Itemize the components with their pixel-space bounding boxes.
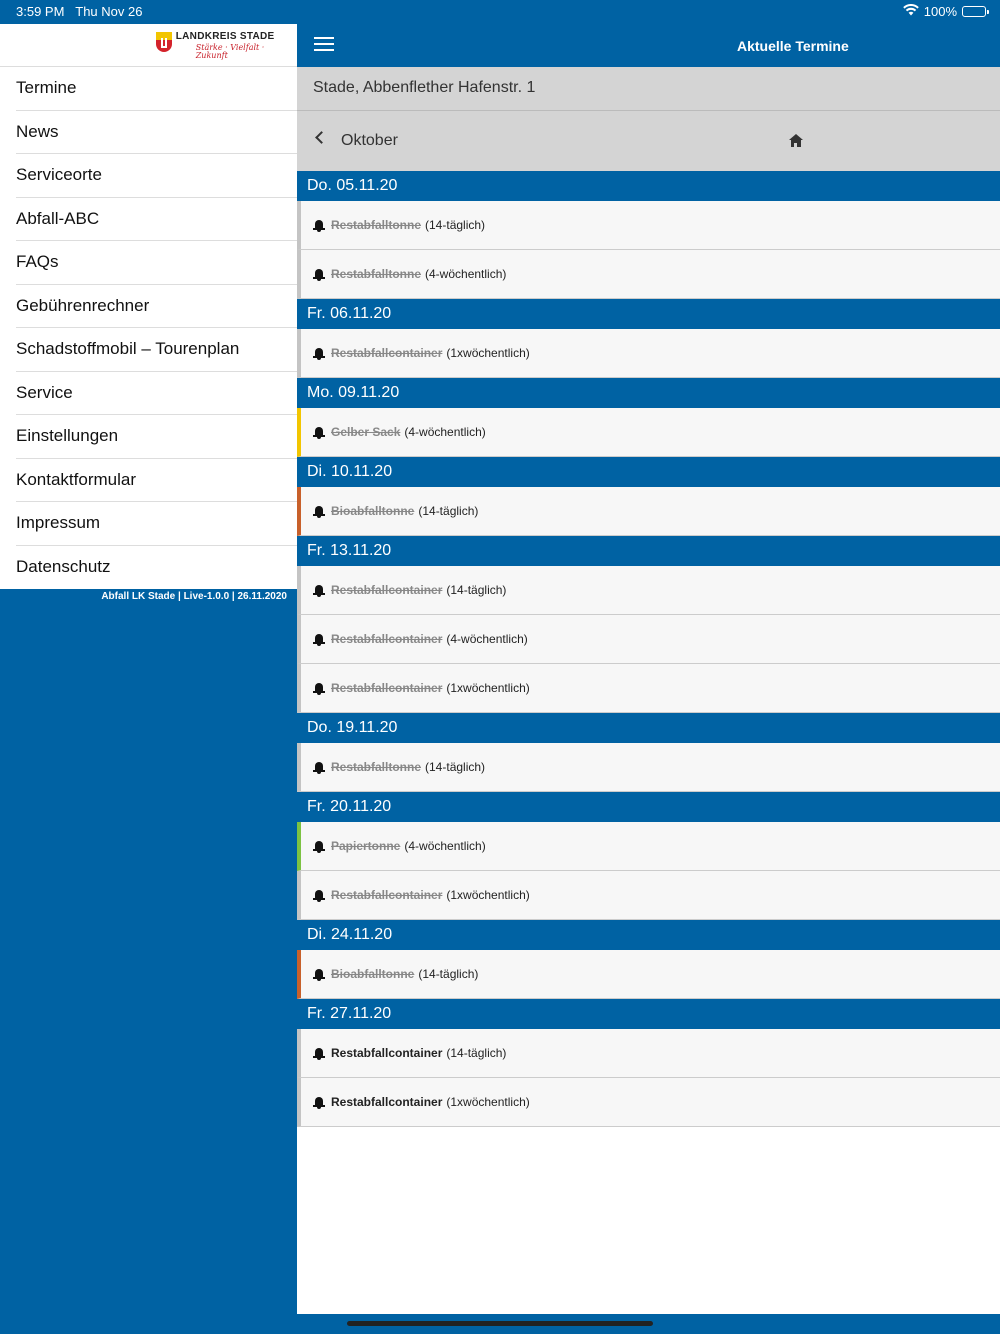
sidebar [0, 24, 297, 1314]
bell-icon[interactable] [313, 1097, 325, 1109]
waste-type: Restabfalltonne [331, 218, 422, 232]
bell-icon[interactable] [313, 348, 325, 360]
status-time: 3:59 PM Thu Nov 26 [16, 4, 143, 19]
landkreis-logo [156, 32, 297, 60]
bell-icon[interactable] [313, 220, 325, 232]
date-header: Do. 19.11.20 [297, 713, 1000, 743]
pickup-entry[interactable] [297, 822, 1000, 871]
date-header: Fr. 20.11.20 [297, 792, 1000, 822]
pickup-interval: (14-täglich) [425, 218, 486, 232]
date-header: Fr. 13.11.20 [297, 536, 1000, 566]
logo-title: LANDKREIS STADE [175, 31, 275, 42]
address-bar[interactable]: Stade, Abbenflether Hafenstr. 1 [297, 67, 1000, 111]
sidebar-item-faqs[interactable]: FAQs [16, 241, 297, 285]
status-right [903, 4, 986, 19]
pickup-interval: (14-täglich) [446, 1046, 507, 1060]
date-header: Di. 24.11.20 [297, 920, 1000, 950]
pickup-interval: (4-wöchentlich) [425, 267, 507, 281]
waste-type: Restabfallcontainer [331, 583, 443, 597]
sidebar-item-service[interactable]: Service [16, 372, 297, 416]
pickup-interval: (1xwöchentlich) [446, 888, 530, 902]
top-navbar [297, 24, 1000, 67]
pickup-entry[interactable] [297, 487, 1000, 536]
bell-icon[interactable] [313, 841, 325, 853]
bell-icon[interactable] [313, 506, 325, 518]
date-header: Do. 05.11.20 [297, 171, 1000, 201]
status-bar [0, 0, 1000, 24]
page-title: Aktuelle Termine [737, 38, 849, 54]
bell-icon[interactable] [313, 1048, 325, 1060]
home-indicator[interactable] [347, 1321, 653, 1326]
pickup-entry[interactable] [297, 743, 1000, 792]
sidebar-item-gebührenrechner[interactable]: Gebührenrechner [16, 285, 297, 329]
hamburger-menu-icon[interactable] [314, 37, 334, 51]
waste-type: Bioabfalltonne [331, 967, 415, 981]
sidebar-menu [0, 67, 297, 589]
wifi-icon [903, 4, 919, 19]
bell-icon[interactable] [313, 890, 325, 902]
month-navigation [297, 111, 1000, 171]
waste-type: Restabfallcontainer [331, 1095, 443, 1109]
pickup-interval: (14-täglich) [418, 967, 479, 981]
pickup-interval: (4-wöchentlich) [404, 839, 486, 853]
waste-type: Bioabfalltonne [331, 504, 415, 518]
pickup-entry[interactable] [297, 664, 1000, 713]
chevron-left-icon[interactable] [315, 131, 328, 144]
battery-icon [962, 6, 986, 17]
waste-type: Restabfallcontainer [331, 1046, 443, 1060]
previous-month-button[interactable]: Oktober [341, 132, 398, 149]
main-content [297, 24, 1000, 1314]
bell-icon[interactable] [313, 427, 325, 439]
pickup-interval: (4-wöchentlich) [446, 632, 528, 646]
waste-type: Restabfallcontainer [331, 888, 443, 902]
pickup-entry[interactable] [297, 329, 1000, 378]
pickup-interval: (14-täglich) [425, 760, 486, 774]
pickup-entry[interactable] [297, 950, 1000, 999]
bell-icon[interactable] [313, 634, 325, 646]
battery-percent: 100% [923, 4, 957, 19]
pickup-entry[interactable] [297, 1029, 1000, 1078]
waste-type: Papiertonne [331, 839, 401, 853]
sidebar-item-einstellungen[interactable]: Einstellungen [16, 415, 297, 459]
crest-icon [156, 32, 172, 52]
date-header: Di. 10.11.20 [297, 457, 1000, 487]
pickup-entry[interactable] [297, 201, 1000, 250]
sidebar-item-serviceorte[interactable]: Serviceorte [16, 154, 297, 198]
pickup-entry[interactable] [297, 615, 1000, 664]
date-header: Fr. 06.11.20 [297, 299, 1000, 329]
sidebar-header [0, 24, 297, 67]
sidebar-item-impressum[interactable]: Impressum [16, 502, 297, 546]
home-icon[interactable] [789, 134, 803, 147]
pickup-interval: (1xwöchentlich) [446, 681, 530, 695]
date-header: Fr. 27.11.20 [297, 999, 1000, 1029]
sidebar-item-abfall-abc[interactable]: Abfall-ABC [16, 198, 297, 242]
sidebar-item-datenschutz[interactable]: Datenschutz [16, 557, 111, 577]
pickup-entry[interactable] [297, 871, 1000, 920]
version-label: Abfall LK Stade | Live-1.0.0 | 26.11.2020 [101, 591, 287, 602]
sidebar-item-news[interactable]: News [16, 111, 297, 155]
bell-icon[interactable] [313, 969, 325, 981]
pickup-entry[interactable] [297, 250, 1000, 299]
pickup-interval: (1xwöchentlich) [446, 1095, 530, 1109]
bell-icon[interactable] [313, 269, 325, 281]
pickup-interval: (14-täglich) [446, 583, 507, 597]
bell-icon[interactable] [313, 585, 325, 597]
waste-type: Restabfalltonne [331, 760, 422, 774]
waste-type: Restabfallcontainer [331, 632, 443, 646]
pickup-interval: (4-wöchentlich) [404, 425, 486, 439]
bell-icon[interactable] [313, 762, 325, 774]
sidebar-item-kontaktformular[interactable]: Kontaktformular [16, 459, 297, 503]
pickup-interval: (1xwöchentlich) [446, 346, 530, 360]
logo-subtitle: Stärke · Vielfalt · Zukunft [195, 43, 265, 60]
waste-type: Gelber Sack [331, 425, 401, 439]
waste-type: Restabfalltonne [331, 267, 422, 281]
pickup-entry[interactable] [297, 566, 1000, 615]
pickup-interval: (14-täglich) [418, 504, 479, 518]
sidebar-item-termine[interactable]: Termine [16, 67, 297, 111]
waste-type: Restabfallcontainer [331, 681, 443, 695]
bell-icon[interactable] [313, 683, 325, 695]
pickup-entry[interactable] [297, 408, 1000, 457]
date-header: Mo. 09.11.20 [297, 378, 1000, 408]
waste-type: Restabfallcontainer [331, 346, 443, 360]
schedule-list [297, 171, 1000, 1127]
sidebar-item-schadstoffmobil-tourenplan[interactable]: Schadstoffmobil – Tourenplan [16, 328, 297, 372]
pickup-entry[interactable] [297, 1078, 1000, 1127]
